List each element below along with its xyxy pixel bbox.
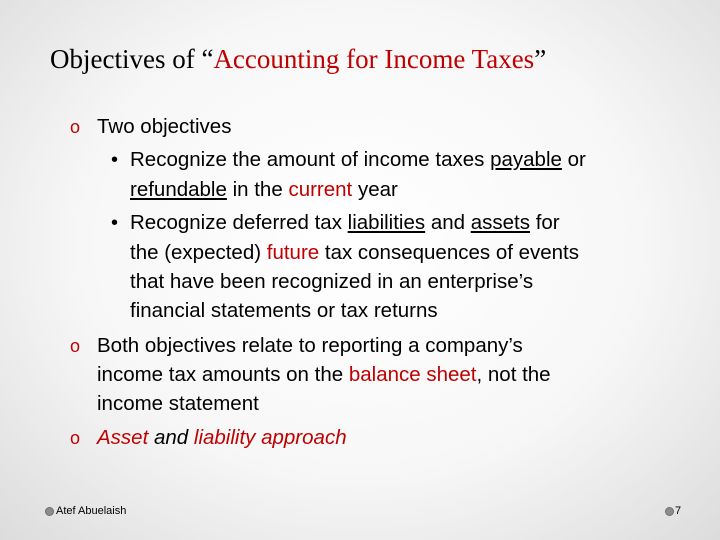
bullet-two-objectives: Two objectives (97, 115, 232, 138)
term-future: future (266, 241, 320, 264)
sub-bullet-2-line-4: financial statements or tax returns (130, 299, 438, 322)
bullet-2-line-1: Both objectives relate to reporting a company’s (97, 334, 523, 357)
sub-bullet-marker: • (111, 149, 119, 171)
term-liability-approach: liability approach (193, 426, 347, 449)
slide-title (50, 44, 546, 75)
bullet-marker-o: o (70, 336, 81, 356)
sub-bullet-2-line-3: that have been recognized in an enterprise’s (130, 270, 534, 293)
footer-author: Atef Abuelaish (56, 505, 127, 517)
title-highlight: Accounting for Income Taxes (213, 44, 535, 74)
term-asset: Asset (97, 426, 149, 449)
footer-right-circle-icon (665, 507, 674, 516)
bullet-2-line-3: income statement (97, 392, 259, 415)
term-current: current (288, 178, 353, 201)
sub-bullet-2-line-1: Recognize deferred tax liabilities and assets for (130, 211, 560, 234)
term-refundable: refundable (130, 178, 227, 201)
footer-left-circle-icon (45, 507, 54, 516)
term-balance-sheet: balance sheet (348, 363, 477, 386)
page-number: 7 (675, 505, 682, 517)
sub-bullet-1-line-2: refundable in the current year (130, 178, 398, 201)
term-payable: payable (490, 148, 562, 171)
bullet-marker-o: o (70, 117, 81, 137)
sub-bullet-marker: • (111, 212, 119, 234)
sub-bullet-1-line-1: Recognize the amount of income taxes payable or (130, 148, 586, 171)
sub-bullet-2-line-2: the (expected) future tax consequences of events (130, 241, 580, 264)
term-assets: assets (470, 211, 530, 234)
bullet-marker-o: o (70, 428, 81, 448)
term-liabilities: liabilities (347, 211, 426, 234)
bullet-2-line-2: income tax amounts on the balance sheet, not the (97, 363, 551, 386)
title-suffix: ” (534, 44, 547, 74)
title-prefix: Objectives of “ (50, 44, 214, 74)
bullet-3-line-1: Asset and liability approach (97, 426, 347, 449)
